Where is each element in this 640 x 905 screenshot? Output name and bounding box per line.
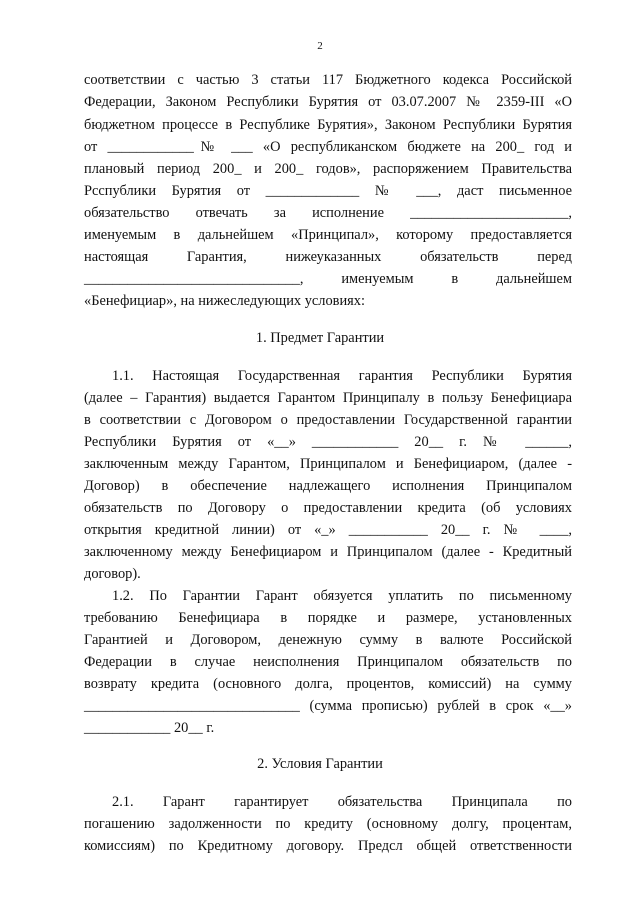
- section-2-title: 2. Условия Гарантии: [257, 756, 383, 772]
- section-1-line: Договор) в обеспечение надлежащего исполнения Принципалом: [84, 478, 572, 494]
- section-1-line: ____________ 20__ г.: [84, 720, 215, 736]
- intro-line: Рсспублики Бурятия от _____________ № ___, даст письменное: [84, 183, 572, 199]
- section-1-line: 1.1. Настоящая Государственная гарантия Республики Бурятия: [112, 368, 572, 384]
- intro-line: «Бенефициар», на нижеследующих условиях:: [84, 293, 365, 309]
- section-1-line: возврату кредита (основного долга, процентов, комиссий) на сумму: [84, 676, 572, 692]
- section-1-line: в соответствии с Договором о предоставлении Государственной гарантии: [84, 412, 572, 428]
- intro-line: соответствии с частью 3 статьи 117 Бюджетного кодекса Российской: [84, 72, 572, 88]
- section-1-line: Республики Бурятия от «__» ____________ 20__ г. № ______,: [84, 434, 572, 450]
- intro-line: настоящая Гарантия, нижеуказанных обязательств перед: [84, 249, 572, 265]
- section-1-line: 1.2. По Гарантии Гарант обязуется уплатить по письменному: [112, 588, 572, 604]
- section-1-line: заключенным между Гарантом, Принципалом и Бенефициаром, (далее -: [84, 456, 572, 472]
- intro-line: от ____________№ ___ «О республиканском бюджете на 200_ год и: [84, 139, 572, 155]
- intro-line: бюджетном процессе в Республике Бурятия», Законом Республики Бурятия: [84, 117, 572, 133]
- section-2-line: 2.1. Гарант гарантирует обязательства Принципала по: [112, 794, 572, 810]
- section-1-line: Гарантией и Договором, денежную сумму в валюте Российской: [84, 632, 572, 648]
- section-1-line: договор).: [84, 566, 141, 582]
- page-number: 2: [317, 40, 323, 52]
- section-1-line: ______________________________ (сумма прописью) рублей в срок «__»: [84, 698, 572, 714]
- section-1-line: Федерации в случае неисполнения Принципалом обязательств по: [84, 654, 572, 670]
- intro-line: ______________________________, именуемым в дальнейшем: [84, 271, 572, 287]
- section-1-line: обязательств по Договору о предоставлении кредита (об условиях: [84, 500, 572, 516]
- intro-line: обязательство отвечать за исполнение ______________________,: [84, 205, 572, 221]
- section-1-line: заключенному между Бенефициаром и Принципалом (далее - Кредитный: [84, 544, 572, 560]
- section-1-line: (далее – Гарантия) выдается Гарантом Принципалу в пользу Бенефициара: [84, 390, 572, 406]
- section-1-line: открытия кредитной линии) от «_» ___________ 20__ г. № ____,: [84, 522, 572, 538]
- section-1-title: 1. Предмет Гарантии: [255, 330, 385, 346]
- intro-line: именуемым в дальнейшем «Принципал», которому предоставляется: [84, 227, 572, 243]
- section-2-line: комиссиям) по Кредитному договору. Предсл общей ответственности: [84, 838, 572, 854]
- section-2-line: погашению задолженности по кредиту (основному долгу, процентам,: [84, 816, 572, 832]
- intro-line: плановый период 200_ и 200_ годов», распоряжением Правительства: [84, 161, 572, 177]
- intro-line: Федерации, Законом Республики Бурятия от 03.07.2007 № 2359-III «О: [84, 94, 572, 110]
- section-1-line: требованию Бенефициара в порядке и размере, установленных: [84, 610, 572, 626]
